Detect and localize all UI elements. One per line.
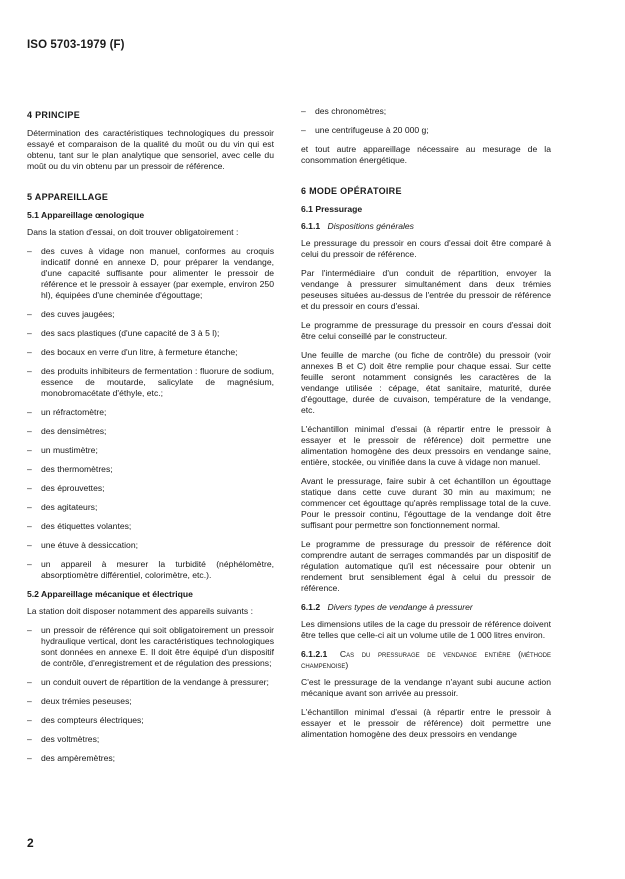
section-6-1-title: 6.1 Pressurage (301, 204, 363, 214)
list-item-text: un appareil à mesurer la turbidité (néphélomètre, absorptiomètre différentiel, colorimètre, etc.). (41, 559, 274, 580)
equipment-continued-list (301, 106, 551, 136)
section-6-1-2-1-paragraphs (301, 677, 551, 740)
list-item-text: une étuve à dessiccation; (41, 540, 138, 550)
list-item-text: des thermomètres; (41, 464, 113, 474)
list-item-text: des chronomètres; (315, 106, 387, 116)
dash-bullet: – (301, 106, 306, 116)
list-item-text: deux trémies peseuses; (41, 696, 132, 706)
list-item-text: des cuves jaugées; (41, 309, 115, 319)
list-item (27, 246, 274, 301)
section-5-2-title: 5.2 Appareillage mécanique et électrique (27, 589, 193, 599)
section-6-1-2-heading (301, 602, 551, 613)
list-item (27, 753, 274, 764)
list-item (27, 407, 274, 418)
dash-bullet: – (27, 677, 32, 687)
list-item-text: une centrifugeuse à 20 000 g; (315, 125, 429, 135)
equipment-continued-text: et tout autre appareillage nécessaire au mesurage de la consommation énergétique. (301, 144, 551, 165)
dash-bullet: – (27, 559, 32, 569)
list-item-text: des sacs plastiques (d'une capacité de 3 à 5 l); (41, 328, 220, 338)
list-item-text: des produits inhibiteurs de fermentation : fluorure de sodium, essence de moutarde, salicylate de magnésium, monobromacétate d'éthyle, etc.; (41, 366, 274, 398)
section-6-1-2-1-number: 6.1.2.1 (301, 649, 328, 659)
list-item (301, 125, 551, 136)
dash-bullet: – (27, 347, 32, 357)
list-item (27, 540, 274, 551)
list-item-text: des cuves à vidage non manuel, conformes au croquis indicatif donné en annexe D, pour préparer la vendange, d'une capacité suffisante pour alimenter le pressoir de référence et le pressoir à essayer (par exemple, environ 250 hl), équipées d'une cheminée d'égouttage; (41, 246, 274, 300)
section-5-1-list (27, 246, 274, 581)
list-item (27, 521, 274, 532)
list-item-text: des ampèremètres; (41, 753, 116, 763)
dash-bullet: – (27, 521, 32, 531)
right-column (301, 106, 551, 748)
list-item-text: des densimètres; (41, 426, 107, 436)
list-item (27, 677, 274, 688)
list-item (27, 366, 274, 399)
dash-bullet: – (27, 502, 32, 512)
list-item (27, 483, 274, 494)
section-5-title: 5 APPAREILLAGE (27, 192, 109, 202)
dash-bullet: – (27, 696, 32, 706)
section-5-1-intro: Dans la station d'essai, on doit trouver obligatoirement : (27, 227, 239, 237)
list-item-text: un réfractomètre; (41, 407, 107, 417)
dash-bullet: – (27, 445, 32, 455)
page-number: 2 (27, 836, 34, 850)
paragraph: C'est le pressurage de la vendange n'ayant subi aucune action mécanique avant son arrivée au pressoir. (301, 677, 551, 698)
list-item (27, 696, 274, 707)
section-6-1-2-title: Divers types de vendange à pressurer (327, 602, 473, 612)
dash-bullet: – (27, 753, 32, 763)
section-6-1-1-heading (301, 221, 551, 232)
dash-bullet: – (27, 309, 32, 319)
section-4-text: Détermination des caractéristiques technologiques du pressoir essayé et comparaison de la qualité du moût ou du vin qui est obtenu, tant sur le plan analytique que sensoriel, avec celle du moût ou du vin obtenu par un pressoir de référence. (27, 128, 274, 171)
list-item (27, 309, 274, 320)
document-header: ISO 5703-1979 (F) (27, 39, 125, 51)
section-6-1-1-number: 6.1.1 (301, 221, 321, 231)
list-item-text: des voltmètres; (41, 734, 100, 744)
section-6-1-2-1-heading (301, 649, 551, 671)
section-5-1-title: 5.1 Appareillage œnologique (27, 210, 145, 220)
list-item (27, 347, 274, 358)
list-item (27, 559, 274, 581)
dash-bullet: – (27, 464, 32, 474)
paragraph: L'échantillon minimal d'essai (à répartir entre le pressoir à essayer et le pressoir de référence) doit permettre une alimentation homogène des deux pressoirs en vendange (301, 707, 551, 739)
list-item-text: un pressoir de référence qui soit obligatoirement un pressoir hydraulique vertical, dont les caractéristiques technologiques sont données en annexe E. Il doit être équipé d'un dispositif de contrôle, d'enregistrement et de régulation des pressions; (41, 625, 274, 668)
dash-bullet: – (27, 715, 32, 725)
list-item-text: un mustimètre; (41, 445, 98, 455)
list-item (27, 445, 274, 456)
list-item (27, 715, 274, 726)
list-item (27, 426, 274, 437)
list-item (27, 502, 274, 513)
list-item-text: des étiquettes volantes; (41, 521, 132, 531)
list-item-text: des éprouvettes; (41, 483, 105, 493)
list-item-text: des bocaux en verre d'un litre, à fermeture étanche; (41, 347, 238, 357)
left-column (27, 110, 274, 772)
section-6-1-2-text: Les dimensions utiles de la cage du pressoir de référence doivent être telles que celle-ci ait un volume utile de 1 000 litres environ. (301, 619, 551, 640)
section-6-title: 6 MODE OPÉRATOIRE (301, 186, 402, 196)
paragraph: L'échantillon minimal d'essai (à répartir entre le pressoir à essayer et le pressoir de référence) doit permettre une alimentation homogène des deux pressoirs en vendange saine, entière, stockée, ou vinifiée dans la cuve à vidage non manuel. (301, 424, 551, 467)
dash-bullet: – (301, 125, 306, 135)
section-6-1-1-paragraphs (301, 238, 551, 594)
dash-bullet: – (27, 734, 32, 744)
dash-bullet: – (27, 426, 32, 436)
list-item (27, 464, 274, 475)
paragraph: Une feuille de marche (ou fiche de contrôle) du pressoir (voir annexes B et C) doit être remplie pour chaque essai. Sur cette feuille seront notamment consignés les caractères de la vendange utilisée : cépage, état sanitaire, maturité, durée d'égouttage, durée de cuvaison, température de la vendange, etc. (301, 350, 551, 415)
dash-bullet: – (27, 246, 32, 256)
paragraph: Le pressurage du pressoir en cours d'essai doit être comparé à celui du pressoir de référence. (301, 238, 551, 259)
paragraph: Le programme de pressurage du pressoir de référence doit comprendre autant de serrages commandés par un dispositif de régulation automatique qu'il est nécessaire pour obtenir un rendement brut sensiblement égal à celui du pressoir de référence. (301, 539, 551, 593)
list-item-text: un conduit ouvert de répartition de la vendange à pressurer; (41, 677, 269, 687)
section-4-title: 4 PRINCIPE (27, 110, 81, 120)
section-6-1-1-title: Dispositions générales (327, 221, 414, 231)
paragraph: Par l'intermédiaire d'un conduit de répartition, envoyer la vendange à pressurer simultanément dans deux trémies peseuses situées au-dessus de l'entrée du pressoir de référence et du pressoir en cours d'essai. (301, 268, 551, 311)
list-item (27, 328, 274, 339)
list-item-text: des agitateurs; (41, 502, 98, 512)
dash-bullet: – (27, 483, 32, 493)
dash-bullet: – (27, 625, 32, 635)
section-5-2-list (27, 625, 274, 764)
dash-bullet: – (27, 540, 32, 550)
dash-bullet: – (27, 407, 32, 417)
list-item (301, 106, 551, 117)
dash-bullet: – (27, 366, 32, 376)
section-6-1-2-number: 6.1.2 (301, 602, 321, 612)
dash-bullet: – (27, 328, 32, 338)
list-item (27, 625, 274, 669)
list-item (27, 734, 274, 745)
section-6-1-2-1-title: Cas du pressurage de vendange entière (méthode champenoise) (301, 649, 551, 670)
paragraph: Le programme de pressurage du pressoir en cours d'essai doit être celui conseillé par le constructeur. (301, 320, 551, 341)
section-5-2-intro: La station doit disposer notamment des appareils suivants : (27, 606, 253, 616)
paragraph: Avant le pressurage, faire subir à cet échantillon un égouttage statique dans cette cuve durant 30 min au maximum; ne commencer cet égouttage qu'après remplissage total de la cuve. Pour le pressoir continu, l'égouttage de la vendange doit être suffisant pour permettre son fonctionnement normal. (301, 476, 551, 530)
list-item-text: des compteurs électriques; (41, 715, 144, 725)
